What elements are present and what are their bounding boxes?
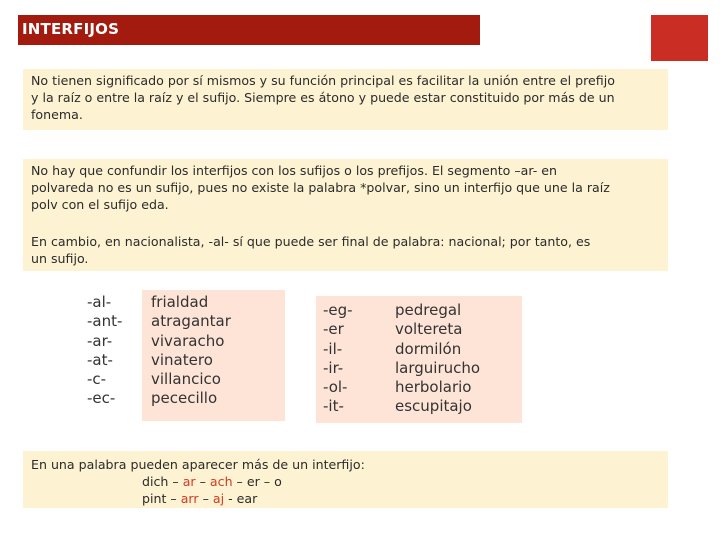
note-paragraph-1 bbox=[31, 162, 663, 213]
interfix-item: -c- bbox=[87, 370, 107, 389]
definition-text bbox=[31, 72, 663, 123]
highlighted-interfix: ach bbox=[209, 474, 233, 489]
interfix-list-left-interfixes bbox=[87, 293, 122, 409]
note-paragraph-2 bbox=[31, 233, 663, 267]
interfix-list-right-words bbox=[395, 301, 480, 417]
interfix-item: -ec- bbox=[87, 389, 116, 408]
note-p2-line-1: En cambio, en nacionalista, -al- sí que puede ser final de palabra: nacional; por tanto, es bbox=[31, 234, 591, 249]
segment: pint – bbox=[142, 491, 181, 506]
segment: – er – o bbox=[232, 474, 282, 489]
example-word: pececillo bbox=[151, 389, 218, 408]
example-word: larguirucho bbox=[395, 358, 481, 377]
example-dicharachero bbox=[142, 473, 282, 490]
example-word: atragantar bbox=[151, 312, 231, 331]
highlighted-interfix: aj bbox=[212, 491, 225, 506]
highlighted-interfix: arr bbox=[180, 491, 199, 506]
definition-line-3: fonema. bbox=[31, 107, 83, 122]
interfix-item: -at- bbox=[87, 350, 113, 369]
example-word: frialdad bbox=[151, 293, 209, 311]
example-word: herbolario bbox=[395, 378, 472, 397]
definition-line-2: y la raíz o entre la raíz y el sufijo. Siempre es átono y puede estar constituido por más de un bbox=[31, 90, 615, 105]
interfix-item: -eg- bbox=[323, 301, 353, 319]
interfix-list-right-interfixes bbox=[323, 301, 353, 417]
note-p2-line-2: un sufijo. bbox=[31, 251, 89, 266]
example-word: vinatero bbox=[151, 350, 213, 369]
interfix-item: -er bbox=[323, 320, 344, 339]
corner-accent-box bbox=[651, 15, 708, 61]
segment: dich – bbox=[142, 474, 183, 489]
interfix-item: -ir- bbox=[323, 358, 344, 377]
segment: - ear bbox=[224, 491, 258, 506]
highlighted-interfix: ar bbox=[182, 474, 196, 489]
example-pintarrajear bbox=[142, 490, 257, 507]
note-p1-line-3: polv con el sufijo eda. bbox=[31, 197, 169, 212]
example-word: escupitajo bbox=[395, 397, 472, 416]
note-p1-line-1: No hay que confundir los interfijos con los sufijos o los prefijos. El segmento –ar- en bbox=[31, 163, 558, 178]
segment: – bbox=[195, 474, 210, 489]
interfix-item: -ant- bbox=[87, 312, 123, 331]
interfix-item: -ar- bbox=[87, 331, 113, 350]
example-word: voltereta bbox=[395, 320, 463, 339]
example-word: dormilón bbox=[395, 339, 462, 358]
interfix-item: -il- bbox=[323, 339, 343, 358]
note-p1-line-2: polvareda no es un sufijo, pues no existe la palabra *polvar, sino un interfijo que une la raíz bbox=[31, 180, 610, 195]
interfix-list-left-words bbox=[151, 293, 231, 409]
definition-line-1: No tienen significado por sí mismos y su función principal es facilitar la unión entre el prefijo bbox=[31, 73, 615, 88]
interfix-item: -al- bbox=[87, 293, 112, 311]
example-word: vivaracho bbox=[151, 331, 225, 350]
segment: – bbox=[198, 491, 213, 506]
multiple-interfix-sentence: En una palabra pueden aparecer más de un interfijo: bbox=[31, 457, 365, 472]
example-word: pedregal bbox=[395, 301, 462, 319]
example-word: villancico bbox=[151, 370, 221, 389]
interfix-item: -ol- bbox=[323, 378, 348, 397]
interfix-item: -it- bbox=[323, 397, 344, 416]
page-title: INTERFIJOS bbox=[22, 20, 120, 38]
